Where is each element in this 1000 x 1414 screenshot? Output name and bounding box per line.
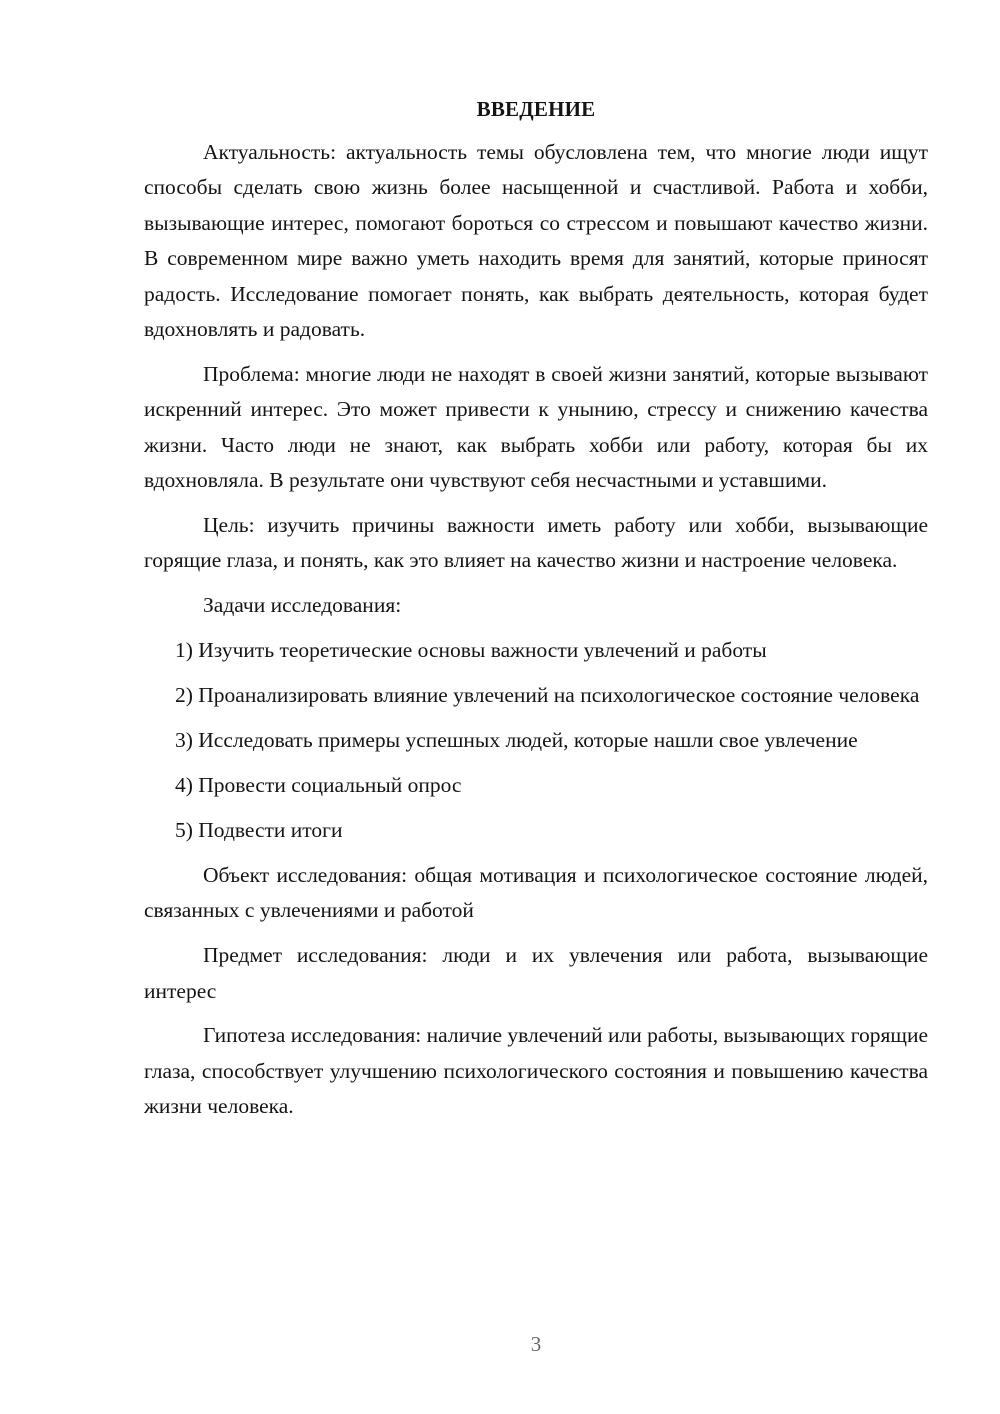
- paragraph-hypothesis: Гипотеза исследования: наличие увлечений или работы, вызывающих горящие глаза, способствует улучшению психологического состояния и повышению качества жизни человека.: [144, 1023, 928, 1119]
- section-title: ВВЕДЕНИЕ: [476, 97, 596, 121]
- task-item-5: 5) Подвести итоги: [175, 817, 343, 842]
- task-item-1: 1) Изучить теоретические основы важности увлечений и работы: [175, 638, 767, 663]
- task-item-2: 2) Проанализировать влияние увлечений на психологическое состояние человека: [175, 683, 920, 708]
- tasks-heading: Задачи исследования:: [203, 593, 402, 618]
- task-item-4: 4) Провести социальный опрос: [175, 773, 462, 797]
- paragraph-problem: Проблема: многие люди не находят в своей жизни занятий, которые вызывают искренний интерес. Это может привести к унынию, стрессу и снижению качества жизни. Часто люди не знают, как выбрать хобби или работу, которая бы их вдохновляла. В результате они чувствуют себя несчастными и уставшими.: [144, 361, 928, 493]
- paragraph-relevance: Актуальность: актуальность темы обусловлена тем, что многие люди ищут способы сделать свою жизнь более насыщенной и счастливой. Работа и хобби, вызывающие интерес, помогают бороться со стрессом и повышают качество жизни. В современном мире важно уметь находить время для занятий, которые приносят радость. Исследование помогает понять, как выбрать деятельность, которая будет вдохновлять и радовать.: [144, 140, 928, 342]
- task-item-3: 3) Исследовать примеры успешных людей, которые нашли свое увлечение: [175, 728, 858, 753]
- paragraph-subject: Предмет исследования: люди и их увлечения или работа, вызывающие интерес: [144, 943, 928, 1003]
- page-number: 3: [530, 1332, 542, 1356]
- paragraph-object: Объект исследования: общая мотивация и психологическое состояние людей, связанных с увлечениями и работой: [144, 862, 928, 923]
- document-page: [144, 92, 928, 1134]
- paragraph-goal: Цель: изучить причины важности иметь работу или хобби, вызывающие горящие глаза, и понять, как это влияет на качество жизни и настроение человека.: [144, 513, 928, 573]
